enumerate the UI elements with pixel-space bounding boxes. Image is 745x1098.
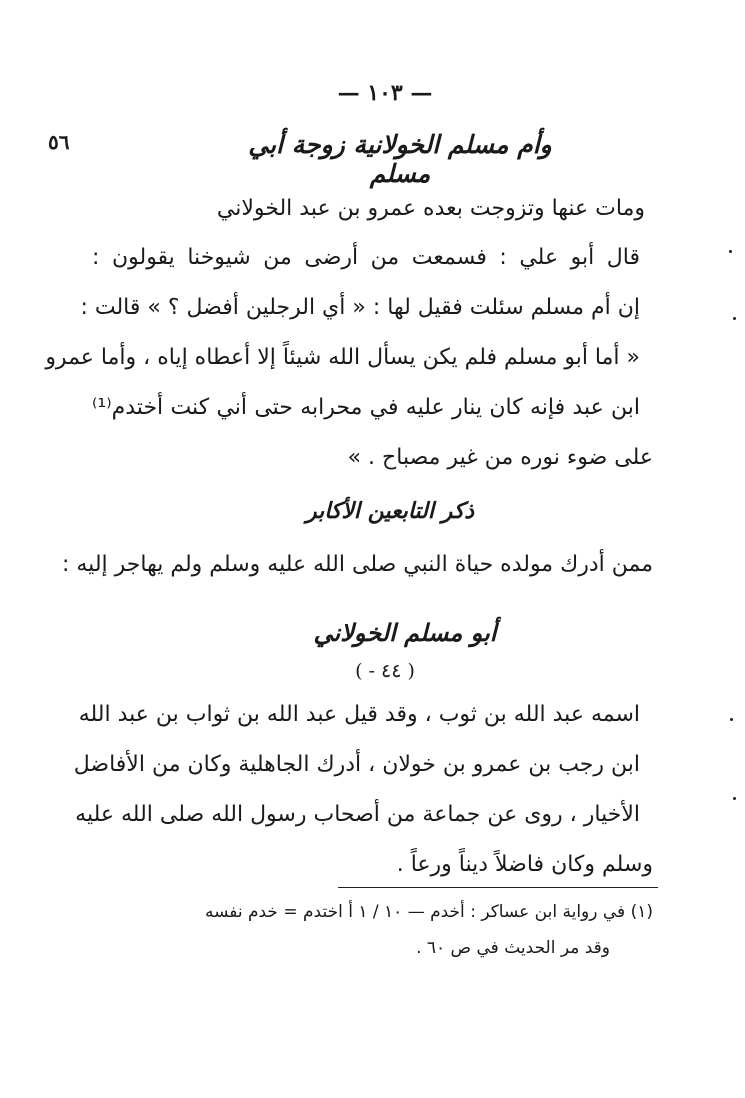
margin-number: ٥٦ (48, 130, 70, 154)
text-line: ابن رجب بن عمرو بن خولان ، أدرك الجاهلية وكان من الأفاضل (73, 752, 640, 777)
margin-speck (733, 797, 736, 800)
text-line: الأخيار ، روى عن جماعة من أصحاب رسول الله صلى الله عليه (75, 802, 640, 827)
text-line: ممن أدرك مولده حياة النبي صلى الله عليه وسلم ولم يهاجر إليه : (61, 552, 653, 577)
text-line: ابن عبد فإنه كان ينار عليه في محرابه حتى أني كنت أختدم⁽¹⁾ (92, 395, 640, 420)
text-line: وسلم وكان فاضلاً ديناً ورعاً . (396, 852, 653, 877)
margin-speck (729, 250, 732, 253)
page-number: — ١٠٣ — (337, 80, 433, 106)
section-heading-umm-muslim: وأم مسلم الخولانية زوجة أبي مسلم (248, 130, 552, 188)
section-heading-abu-muslim: أبو مسلم الخولاني (313, 618, 497, 647)
text-line: ومات عنها وتزوجت بعده عمرو بن عبد الخولاني (216, 196, 645, 221)
text-line: « أما أبو مسلم فلم يكن يسأل الله شيئاً إلا أعطاه إياه ، وأما عمرو (45, 345, 640, 370)
margin-speck (730, 718, 733, 721)
section-heading-senior-followers: ذكر التابعين الأكابر (305, 498, 475, 524)
text-line: قال أبو علي : فسمعت من أرضى من شيوخنا يقولون : (92, 245, 640, 270)
text-line: اسمه عبد الله بن ثوب ، وقد قيل عبد الله بن ثواب بن عبد الله (78, 702, 640, 727)
text-line: على ضوء نوره من غير مصباح . » (347, 445, 653, 470)
text-line: إن أم مسلم سئلت فقيل لها : « أي الرجلين أفضل ؟ » قالت : (80, 295, 640, 320)
entry-number: ( ٤٤ - ) (355, 660, 415, 682)
margin-speck (733, 317, 736, 320)
footnote-rule (338, 887, 658, 888)
footnote-line: (١) في رواية ابن عساكر : أخدم — ١٠ / ١ أ اختدم = خدم نفسه (204, 902, 653, 922)
footnote-line: وقد مر الحديث في ص ٦٠ . (416, 938, 610, 958)
